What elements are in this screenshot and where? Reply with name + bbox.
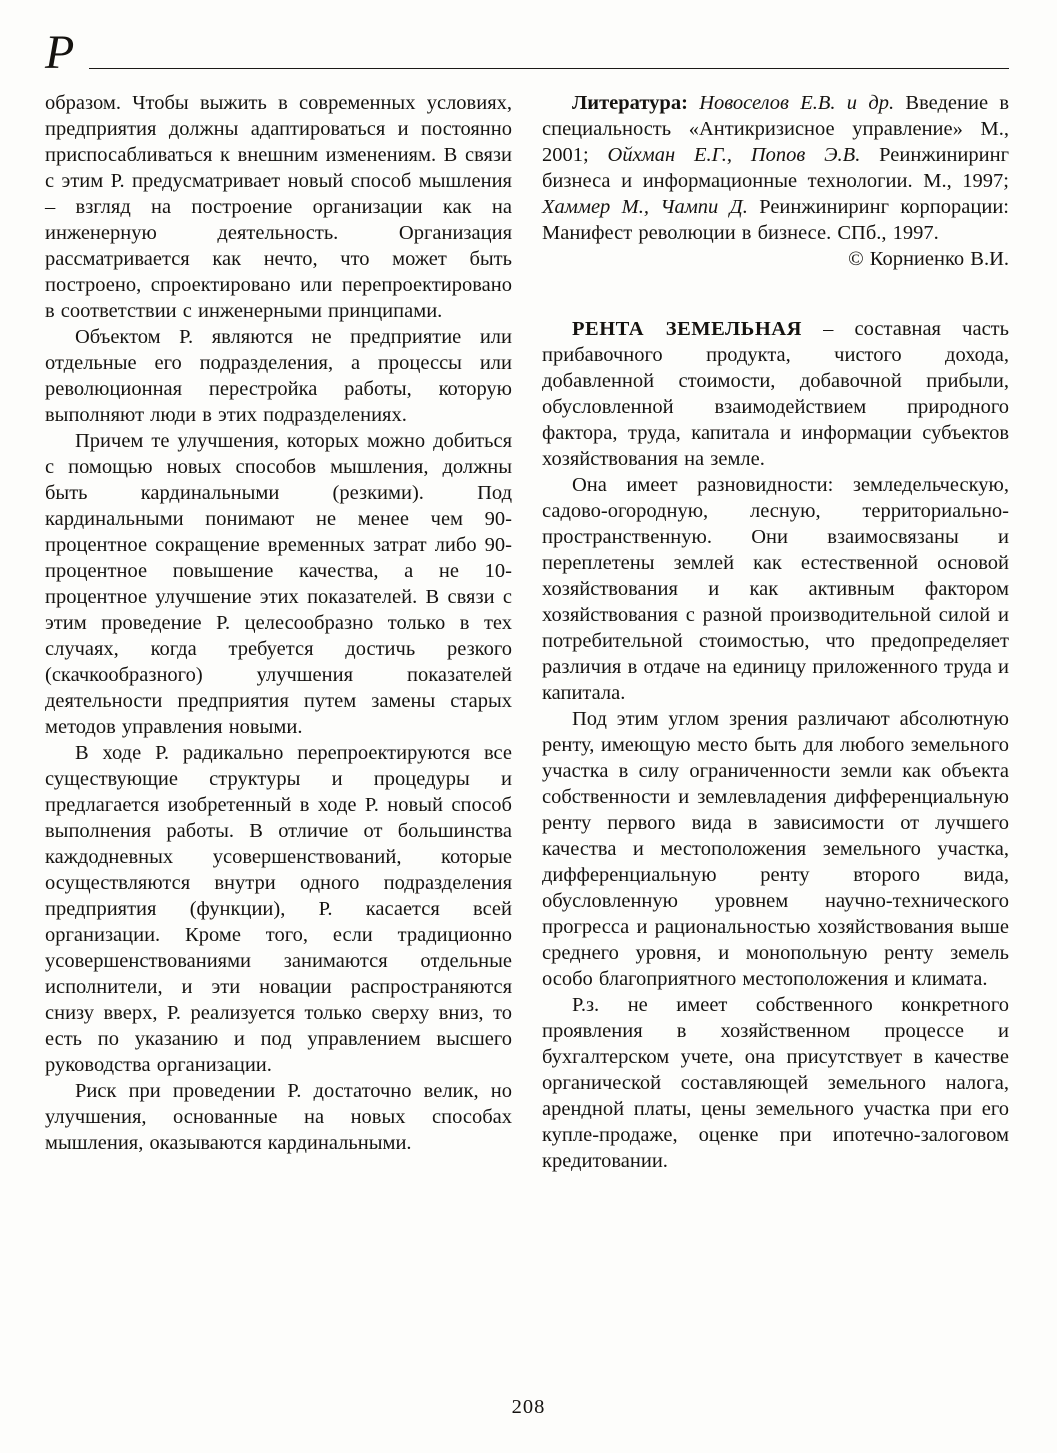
literature-label: Литература: — [572, 92, 688, 114]
paragraph: Под этим углом зрения различают абсолютную ренту, имеющую место быть для любого земельного участка в силу ограниченности земли как объекта собственности и землевладения дифференциальную ренту первого вида в зависимости от лучшего качества и местоположения земельного участка, дифференциальную ренту второго вида, обусловленную уровнем научно-технического прогресса и рациональностью хозяйствования выше среднего уровня, и монопольную ренту земель особо благоприятного местоположения и климата. — [542, 708, 1009, 990]
text-columns — [45, 90, 1009, 1174]
literature-text: Введение в специальность «Антикризисное управление» М., 2001; — [542, 92, 1010, 166]
copyright-line: © Корниенко В.И. — [848, 248, 1009, 270]
literature-text: Реинжиниринг корпорации: Манифест революции в бизнесе. СПб., 1997. — [542, 196, 1009, 244]
paragraph: Объектом Р. являются не предприятие или отдельные его подразделения, а процессы или революционная перестройка работы, которую выполняют люди в этих подразделениях. — [45, 326, 512, 426]
left-column — [45, 90, 512, 1174]
page-footer — [0, 1396, 1057, 1419]
header-rule — [89, 68, 1009, 69]
paragraph-continuation: образом. Чтобы выжить в современных условиях, предприятия должны адаптироваться и постоянно приспосабливаться к внешним изменениям. В связи с этим Р. предусматривает новый способ мышления – взгляд на построение организации как на инженерную деятельность. Организация рассматривается как нечто, что может быть построено, спроектировано или перепроектировано в соответствии с инженерными принципами. — [45, 92, 512, 322]
literature-paragraph — [542, 90, 1009, 246]
paragraph: Причем те улучшения, которых можно добиться с помощью новых способов мышления, должны быть кардинальными (резкими). Под кардинальными понимают не менее чем 90-процентное сокращение временных затрат либо 90-процентное повышение качества, а не 10-процентное улучшение этих показателей. В связи с этим проведение Р. целесообразно только в тех случаях, когда требуется достичь резкого (скачкообразного) улучшения показателей деятельности предприятия путем замены старых методов управления новыми. — [45, 430, 512, 738]
section-letter: Р — [45, 25, 76, 79]
literature-text: Реинжиниринг бизнеса и информационные технологии. М., 1997; — [542, 144, 1010, 192]
page-number: 208 — [511, 1396, 546, 1418]
literature-authors: Ойхман Е.Г., Попов Э.В. — [607, 144, 861, 166]
article-term: РЕНТА ЗЕМЕЛЬНАЯ — [572, 318, 802, 340]
literature-authors: Хаммер М., Чампи Д. — [542, 196, 748, 218]
paragraph: Р.з. не имеет собственного конкретного проявления в хозяйственном процессе и бухгалтерском учете, она присутствует в качестве органической составляющей земельного налога, арендной платы, цены земельного участка при его купле-продаже, оценке при ипотечно-залоговом кредитовании. — [542, 994, 1009, 1172]
literature-authors: Новоселов Е.В. и др. — [699, 92, 895, 114]
right-column — [542, 90, 1009, 1174]
paragraph: Риск при проведении Р. достаточно велик, но улучшения, основанные на новых способах мышления, оказываются кардинальными. — [45, 1080, 512, 1154]
paragraph: В ходе Р. радикально перепроектируются все существующие структуры и процедуры и предлагается изобретенный в ходе Р. новый способ выполнения работы. В отличие от большинства каждодневных усовершенствований, которые осуществляются внутри одного подразделения предприятия (функции), Р. касается всей организации. Кроме того, если традиционно усовершенствованиями занимаются отдельные исполнители, и эти новации распространяются снизу вверх, Р. реализуется только сверху вниз, то есть по указанию и под управлением высшего руководства организации. — [45, 742, 512, 1076]
paragraph: Она имеет разновидности: земледельческую, садово-огородную, лесную, территориально-пространственную. Они взаимосвязаны и переплетены землей как естественной основой хозяйствования и как активным фактором хозяйствования с разной производительной силой и потребительной стоимостью, что предопределяет различия в отдаче на единицу приложенного труда и капитала. — [542, 474, 1009, 704]
page-header — [45, 24, 1009, 79]
article-definition — [542, 316, 1009, 472]
article-definition-text: – составная часть прибавочного продукта, чистого дохода, добавленной стоимости, добавочной прибыли, обусловленной взаимодействием природного фактора, труда, капитала и информации субъектов хозяйствования на земле. — [542, 318, 1009, 470]
